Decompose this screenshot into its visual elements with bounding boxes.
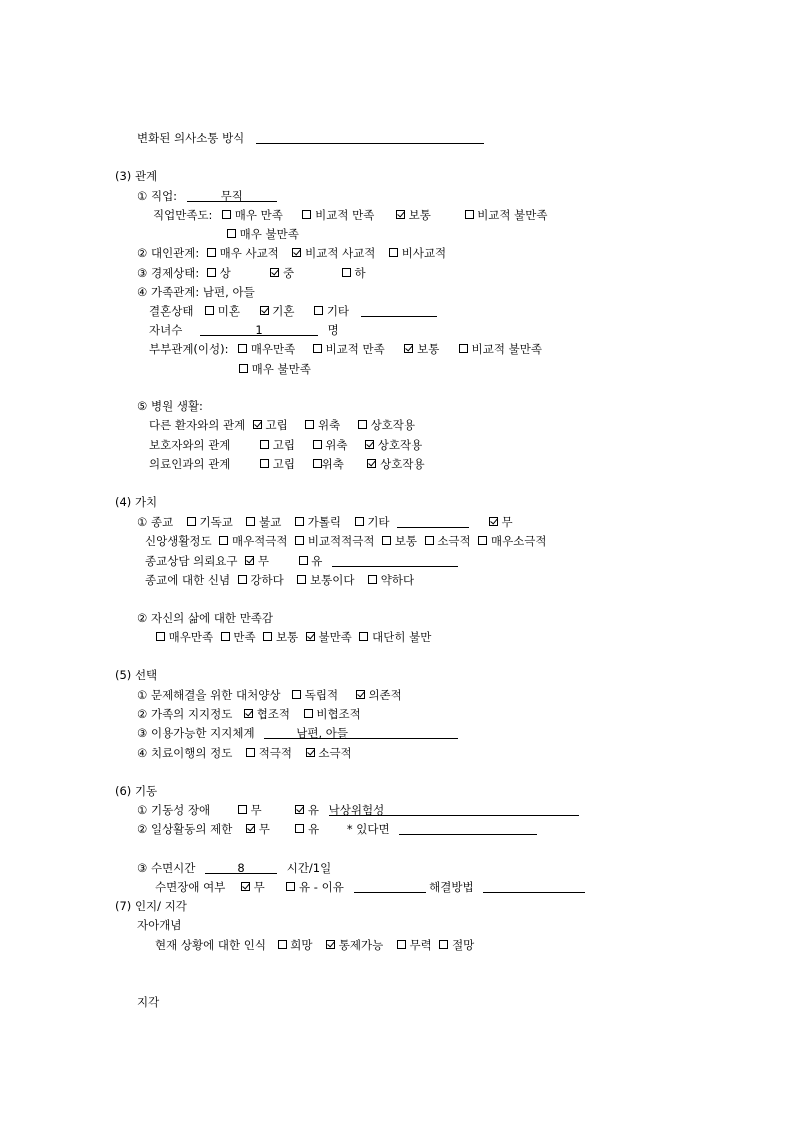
support-uncooperative-label: 비협조적 xyxy=(316,707,361,721)
sleep-method-field[interactable] xyxy=(483,880,585,893)
guardian-withdrawn-checkbox[interactable] xyxy=(313,440,322,449)
patient-interaction-checkbox[interactable] xyxy=(358,420,367,429)
compliance-label: ④ 치료이행의 정도 xyxy=(137,746,233,760)
sleep-disorder-no-label: 무 xyxy=(253,880,265,894)
staff-isolated-label: 고립 xyxy=(272,457,295,471)
mobility-no-label: 무 xyxy=(250,803,262,817)
mobility-yes-label: 유 xyxy=(307,803,320,817)
sleep-hours-row xyxy=(137,861,331,875)
sleep-method-label: 해결방법 xyxy=(429,880,474,894)
marriage-other-label: 기타 xyxy=(326,304,350,318)
counsel-label: 종교상담 의뢰요구 xyxy=(145,554,238,568)
adl-yes-label: 유 xyxy=(308,822,320,836)
guardian-relation-row xyxy=(149,438,422,452)
staff-withdrawn-checkbox[interactable] xyxy=(313,459,322,468)
economic-label: ③ 경제상태: xyxy=(137,266,200,280)
job-sat-satisfied-label: 비교적 만족 xyxy=(315,208,375,222)
couple-very-dissatisfied-label: 매우 불만족 xyxy=(251,362,311,376)
interpersonal-label: ② 대인관계: xyxy=(137,246,200,260)
faith-passive-checkbox[interactable] xyxy=(425,536,434,545)
sleep-disorder-label: 수면장애 여부 xyxy=(155,880,226,894)
counsel-row xyxy=(145,554,458,568)
couple-satisfied-label: 비교적 만족 xyxy=(325,342,385,356)
faith-very-passive-checkbox[interactable] xyxy=(478,536,487,545)
religion-other-checkbox[interactable] xyxy=(355,517,364,526)
patient-withdrawn-label: 위축 xyxy=(318,418,341,432)
econ-mid-checkbox[interactable] xyxy=(270,268,279,277)
counsel-no-label: 무 xyxy=(257,554,269,568)
faith-passive-label: 소극적 xyxy=(437,534,471,548)
job-satisfaction-label: 직업만족도: xyxy=(153,208,213,222)
economic-row xyxy=(137,266,366,280)
econ-low-label: 하 xyxy=(354,266,366,280)
perception-heading: 지각 xyxy=(137,995,160,1009)
patient-interaction-label: 상호작용 xyxy=(370,418,415,432)
religion-none-label: 무 xyxy=(501,515,513,529)
counsel-yes-checkbox[interactable] xyxy=(299,556,308,565)
patient-withdrawn-checkbox[interactable] xyxy=(305,420,314,429)
patient-isolated-label: 고립 xyxy=(265,418,288,432)
marriage-married-checkbox[interactable] xyxy=(260,306,269,315)
mobility-yes-checkbox[interactable] xyxy=(295,805,304,814)
couple-very-satisfied-checkbox[interactable] xyxy=(238,344,247,353)
life-satisfied-checkbox[interactable] xyxy=(221,632,230,641)
guardian-withdrawn-label: 위축 xyxy=(325,438,348,452)
inter-social-label: 비교적 사교적 xyxy=(305,246,376,260)
communication-row xyxy=(137,131,484,145)
life-normal-label: 보통 xyxy=(275,630,299,644)
job-label: ① 직업: xyxy=(137,189,178,203)
perception-label: 현재 상황에 대한 인식 xyxy=(155,938,266,952)
self-concept-label: 자아개념 xyxy=(137,918,182,932)
faith-normal-label: 보통 xyxy=(394,534,418,548)
belief-row xyxy=(145,573,414,587)
life-satisfaction-label: ② 자신의 삶에 대한 만족감 xyxy=(137,611,274,625)
perc-helpless-checkbox[interactable] xyxy=(397,940,406,949)
life-very-satisfied-checkbox[interactable] xyxy=(156,632,165,641)
perc-despair-checkbox[interactable] xyxy=(439,940,448,949)
sleep-disorder-yes-label: 유 - 이유 xyxy=(299,880,344,894)
marriage-single-label: 미혼 xyxy=(217,304,240,318)
coping-label: ① 문제해결을 위한 대처양상 xyxy=(137,688,281,702)
marriage-other-checkbox[interactable] xyxy=(314,306,323,315)
adl-yes-checkbox[interactable] xyxy=(295,824,304,833)
job-sat-normal-checkbox[interactable] xyxy=(396,210,405,219)
couple-satisfied-checkbox[interactable] xyxy=(313,344,322,353)
interpersonal-row xyxy=(137,246,446,260)
mobility-no-checkbox[interactable] xyxy=(238,805,247,814)
couple-very-dissatisfied-checkbox[interactable] xyxy=(239,364,248,373)
faith-very-active-label: 매우적극적 xyxy=(231,534,288,548)
adl-note: * 있다면 xyxy=(346,822,390,836)
couple-normal-checkbox[interactable] xyxy=(404,344,413,353)
job-sat-very-dissatisfied-label: 매우 불만족 xyxy=(239,227,299,241)
staff-withdrawn-label: 위축 xyxy=(321,457,344,471)
staff-isolated-checkbox[interactable] xyxy=(260,459,269,468)
sleep-hours-unit: 시간/1일 xyxy=(286,861,332,875)
perc-control-checkbox[interactable] xyxy=(326,940,335,949)
compliance-passive-label: 소극적 xyxy=(318,746,352,760)
religion-christian-checkbox[interactable] xyxy=(187,517,196,526)
marriage-label: 결혼상태 xyxy=(149,304,194,318)
children-field[interactable]: 1 xyxy=(200,323,318,336)
counsel-no-checkbox[interactable] xyxy=(245,556,254,565)
couple-dissatisfied-checkbox[interactable] xyxy=(459,344,468,353)
sleep-disorder-row xyxy=(155,880,585,894)
staff-interaction-label: 상호작용 xyxy=(380,457,425,471)
section-3-heading: (3) 관계 xyxy=(115,169,158,183)
patient-isolated-checkbox[interactable] xyxy=(253,420,262,429)
econ-low-checkbox[interactable] xyxy=(342,268,351,277)
marriage-married-label: 기혼 xyxy=(272,304,295,318)
support-uncooperative-checkbox[interactable] xyxy=(304,709,313,718)
couple-normal-label: 보통 xyxy=(417,342,440,356)
econ-high-checkbox[interactable] xyxy=(207,268,216,277)
guardian-interaction-checkbox[interactable] xyxy=(365,440,374,449)
belief-weak-checkbox[interactable] xyxy=(368,575,377,584)
religion-buddhist-checkbox[interactable] xyxy=(246,517,255,526)
inter-unsocial-label: 비사교적 xyxy=(401,246,447,260)
mobility-label: ① 기동성 장애 xyxy=(137,803,211,817)
coping-dependent-label: 의존적 xyxy=(368,688,402,702)
guardian-isolated-label: 고립 xyxy=(272,438,295,452)
life-normal-checkbox[interactable] xyxy=(263,632,272,641)
perc-hope-label: 희망 xyxy=(290,938,313,952)
faith-normal-checkbox[interactable] xyxy=(382,536,391,545)
sleep-hours-label: ③ 수면시간 xyxy=(137,861,196,875)
perception-row xyxy=(155,938,474,952)
life-dissatisfied-label: 불만족 xyxy=(318,630,352,644)
guardian-interaction-label: 상호작용 xyxy=(377,438,423,452)
job-satisfaction-row xyxy=(153,208,548,222)
faith-active-checkbox[interactable] xyxy=(295,536,304,545)
faith-very-passive-label: 매우소극적 xyxy=(490,534,547,548)
adl-no-label: 무 xyxy=(258,822,270,836)
job-sat-dissatisfied-label: 비교적 불만족 xyxy=(477,208,548,222)
support-cooperative-checkbox[interactable] xyxy=(244,709,253,718)
staff-relation-label: 의료인과의 관계 xyxy=(149,457,231,471)
mobility-field[interactable]: 낙상위험성 xyxy=(329,803,579,816)
couple-row xyxy=(149,342,542,356)
children-row xyxy=(149,323,339,337)
adl-label: ② 일상활동의 제한 xyxy=(137,822,233,836)
marriage-single-checkbox[interactable] xyxy=(205,306,214,315)
mobility-row xyxy=(137,803,579,817)
job-sat-dissatisfied-checkbox[interactable] xyxy=(465,210,474,219)
faith-very-active-checkbox[interactable] xyxy=(219,536,228,545)
family-row xyxy=(137,285,255,299)
patient-relation-label: 다른 환자와의 관계 xyxy=(149,418,246,432)
job-sat-very-satisfied-label: 매우 만족 xyxy=(234,208,283,222)
children-unit: 명 xyxy=(327,323,339,337)
belief-label: 종교에 대한 신념 xyxy=(145,573,231,587)
guardian-isolated-checkbox[interactable] xyxy=(260,440,269,449)
religion-other-field[interactable] xyxy=(397,515,469,528)
belief-normal-checkbox[interactable] xyxy=(297,575,306,584)
life-very-satisfied-label: 매우만족 xyxy=(168,630,214,644)
counsel-field[interactable] xyxy=(332,554,458,567)
hospital-life-label: ⑤ 병원 생활: xyxy=(137,399,203,413)
compliance-passive-checkbox[interactable] xyxy=(306,748,315,757)
life-very-dissatisfied-label: 대단히 불만 xyxy=(372,630,432,644)
compliance-active-checkbox[interactable] xyxy=(246,748,255,757)
job-sat-very-satisfied-checkbox[interactable] xyxy=(222,210,231,219)
compliance-row xyxy=(137,746,352,760)
job-sat-satisfied-checkbox[interactable] xyxy=(302,210,311,219)
inter-unsocial-checkbox[interactable] xyxy=(389,248,398,257)
family-support-row xyxy=(137,707,361,721)
adl-field[interactable] xyxy=(399,822,537,835)
religion-label: ① 종교 xyxy=(137,515,174,529)
marriage-row xyxy=(149,304,437,318)
belief-strong-checkbox[interactable] xyxy=(238,575,247,584)
family-label: ④ 가족관계: 남편, 아들 xyxy=(137,285,255,299)
job-row xyxy=(137,189,277,203)
faith-label: 신앙생활정도 xyxy=(145,534,212,548)
religion-none-checkbox[interactable] xyxy=(489,517,498,526)
section-6-heading: (6) 기동 xyxy=(115,784,158,798)
religion-christian-label: 기독교 xyxy=(199,515,233,529)
support-system-label: ③ 이용가능한 지지체계 xyxy=(137,726,255,740)
job-satisfaction-row-2 xyxy=(227,227,299,241)
job-field[interactable]: 무직 xyxy=(187,189,277,202)
perc-helpless-label: 무력 xyxy=(409,938,432,952)
family-support-label: ② 가족의 지지정도 xyxy=(137,707,233,721)
life-very-dissatisfied-checkbox[interactable] xyxy=(359,632,368,641)
belief-normal-label: 보통이다 xyxy=(310,573,355,587)
adl-row xyxy=(137,822,537,836)
support-system-field[interactable]: 남편, 아들 xyxy=(264,726,458,739)
support-cooperative-label: 협조적 xyxy=(256,707,291,721)
sleep-disorder-yes-checkbox[interactable] xyxy=(286,882,295,891)
couple-dissatisfied-label: 비교적 불만족 xyxy=(471,342,542,356)
section-4-heading: (4) 가치 xyxy=(115,495,158,509)
belief-weak-label: 약하다 xyxy=(380,573,415,587)
patient-relation-row xyxy=(149,418,415,432)
coping-independent-label: 독립적 xyxy=(304,688,339,702)
section-5-heading: (5) 선택 xyxy=(115,668,158,682)
perc-control-label: 통제가능 xyxy=(338,938,384,952)
inter-very-social-label: 매우 사교적 xyxy=(219,246,279,260)
couple-row-2 xyxy=(239,362,311,376)
couple-very-satisfied-label: 매우만족 xyxy=(250,342,296,356)
compliance-active-label: 적극적 xyxy=(258,746,293,760)
couple-label: 부부관계(이성): xyxy=(149,342,229,356)
children-label: 자녀수 xyxy=(149,323,183,337)
job-sat-very-dissatisfied-checkbox[interactable] xyxy=(227,229,236,238)
econ-high-label: 상 xyxy=(219,266,231,280)
sleep-hours-field[interactable]: 8 xyxy=(205,861,277,874)
inter-very-social-checkbox[interactable] xyxy=(207,248,216,257)
adl-no-checkbox[interactable] xyxy=(246,824,255,833)
coping-independent-checkbox[interactable] xyxy=(292,690,301,699)
religion-catholic-label: 가톨릭 xyxy=(307,515,341,529)
counsel-yes-label: 유 xyxy=(311,554,323,568)
marriage-other-field[interactable] xyxy=(361,304,437,317)
inter-social-checkbox[interactable] xyxy=(292,248,301,257)
coping-row xyxy=(137,688,402,702)
sleep-disorder-no-checkbox[interactable] xyxy=(241,882,250,891)
communication-label: 변화된 의사소통 방식 xyxy=(137,131,245,145)
life-satisfied-label: 만족 xyxy=(233,630,256,644)
belief-strong-label: 강하다 xyxy=(250,573,284,587)
religion-row xyxy=(137,515,513,529)
perc-hope-checkbox[interactable] xyxy=(278,940,287,949)
econ-mid-label: 중 xyxy=(283,266,295,280)
religion-other-label: 기타 xyxy=(367,515,390,529)
faith-row xyxy=(145,534,547,548)
support-system-row xyxy=(137,726,458,740)
section-7-heading: (7) 인지/ 지각 xyxy=(115,899,187,913)
staff-relation-row xyxy=(149,457,425,471)
guardian-relation-label: 보호자와의 관계 xyxy=(149,438,231,452)
faith-active-label: 비교적적극적 xyxy=(307,534,375,548)
life-satisfaction-row xyxy=(156,630,431,644)
religion-catholic-checkbox[interactable] xyxy=(295,517,304,526)
communication-field[interactable] xyxy=(256,131,484,144)
perc-despair-label: 절망 xyxy=(452,938,475,952)
staff-interaction-checkbox[interactable] xyxy=(367,459,376,468)
sleep-reason-field[interactable] xyxy=(354,880,426,893)
coping-dependent-checkbox[interactable] xyxy=(356,690,365,699)
life-dissatisfied-checkbox[interactable] xyxy=(306,632,315,641)
job-sat-normal-label: 보통 xyxy=(408,208,431,222)
religion-buddhist-label: 불교 xyxy=(259,515,282,529)
